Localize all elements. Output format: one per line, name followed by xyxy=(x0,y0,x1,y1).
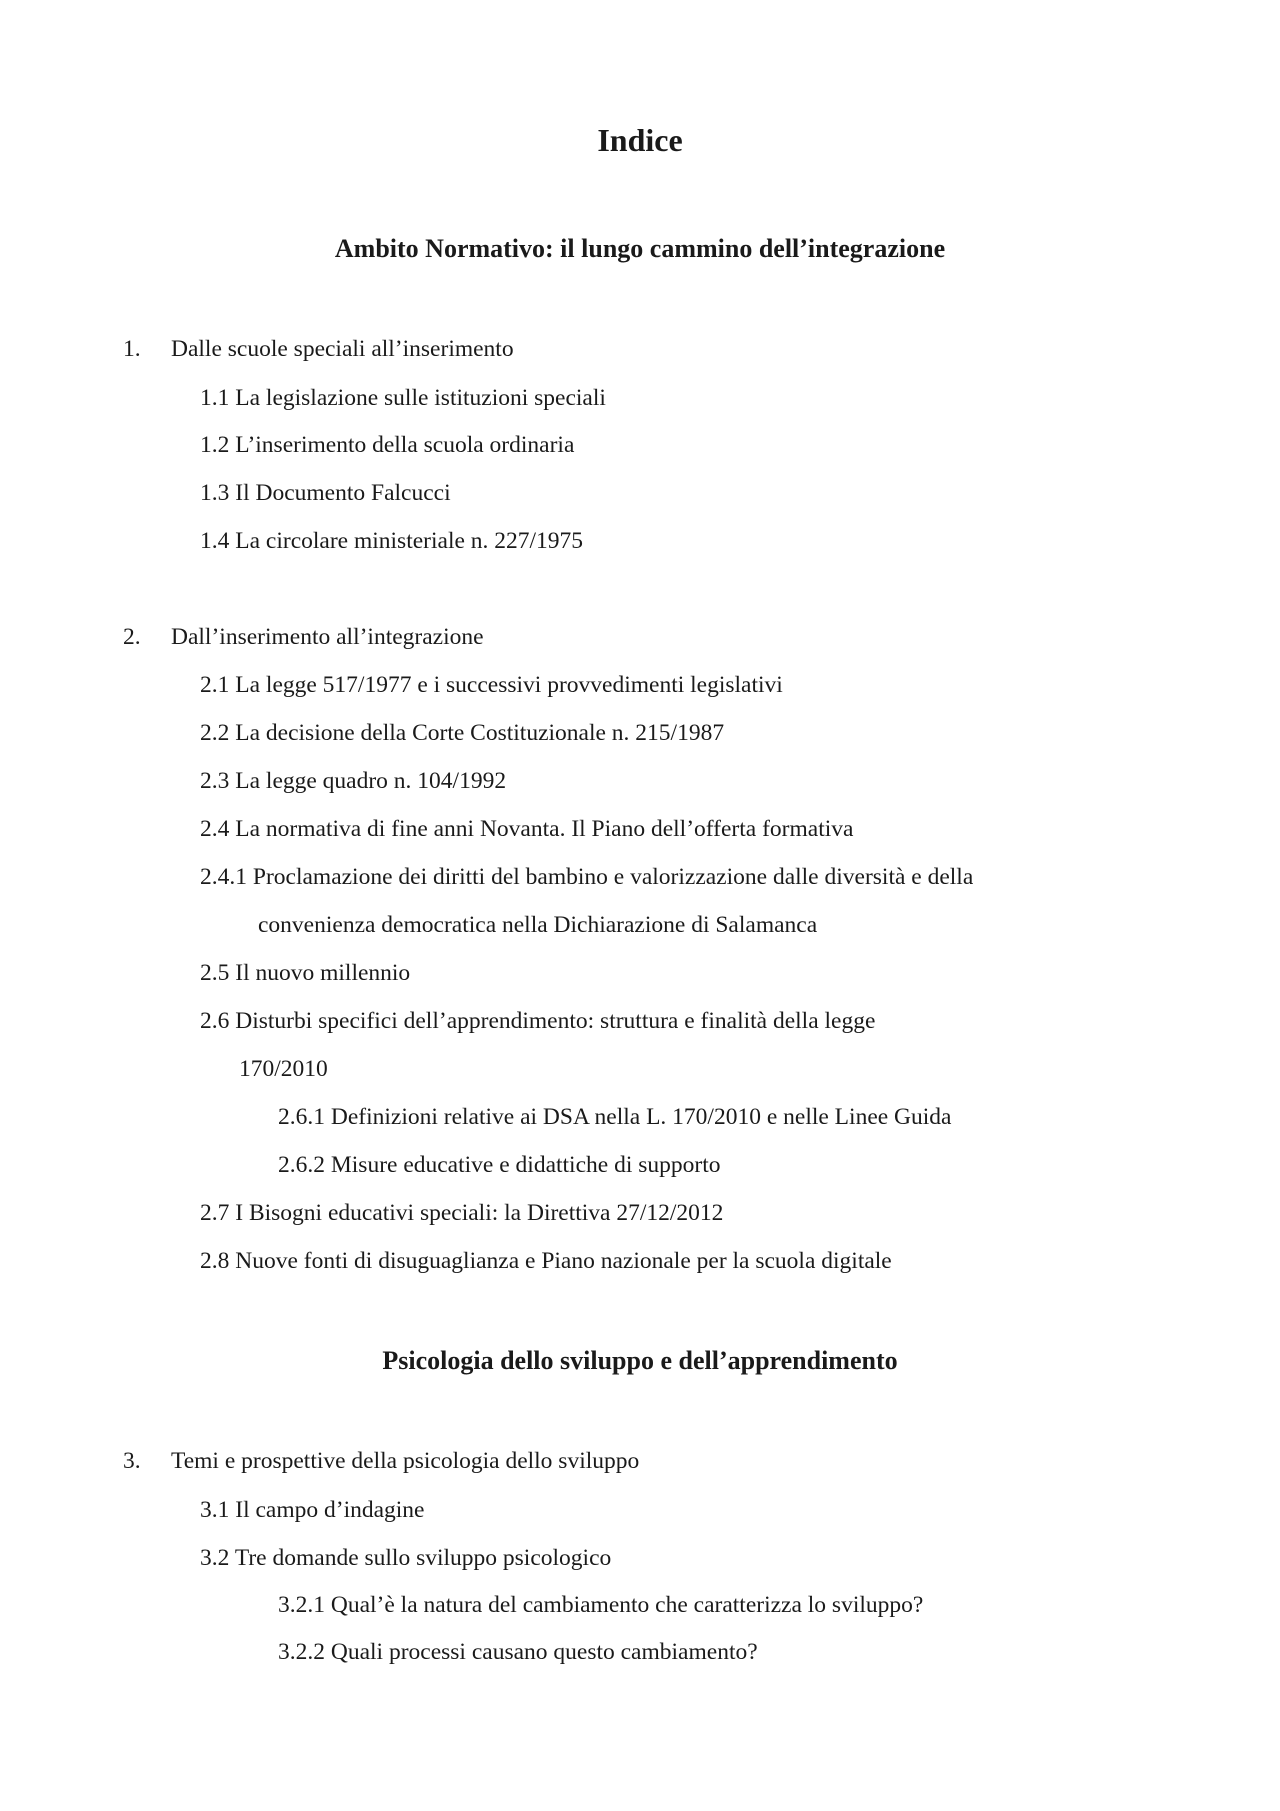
toc-entry: 2.3 La legge quadro n. 104/1992 xyxy=(200,768,507,794)
chapter-title: Dall’inserimento all’integrazione xyxy=(171,624,484,650)
chapter-number: 3. xyxy=(123,1448,141,1474)
section-heading: Psicologia dello sviluppo e dell’apprendimento xyxy=(382,1346,898,1375)
toc-entry: 1.1 La legislazione sulle istituzioni speciali xyxy=(200,385,606,411)
toc-entry: 3.1 Il campo d’indagine xyxy=(200,1497,425,1523)
toc-entry: 2.5 Il nuovo millennio xyxy=(200,960,411,986)
section-heading: Ambito Normativo: il lungo cammino dell’integrazione xyxy=(334,234,946,263)
toc-entry: 1.3 Il Documento Falcucci xyxy=(200,480,451,506)
chapter-number: 2. xyxy=(123,624,141,650)
toc-entry: 2.8 Nuove fonti di disuguaglianza e Piano nazionale per la scuola digitale xyxy=(200,1248,892,1274)
toc-subentry: 2.6.1 Definizioni relative ai DSA nella L. 170/2010 e nelle Linee Guida xyxy=(278,1104,952,1130)
toc-subentry: 3.2.2 Quali processi causano questo cambiamento? xyxy=(278,1639,758,1665)
toc-subentry: 3.2.1 Qual’è la natura del cambiamento che caratterizza lo sviluppo? xyxy=(278,1592,924,1618)
page-title: Indice xyxy=(597,122,683,158)
toc-entry: 2.4.1 Proclamazione dei diritti del bambino e valorizzazione dalle diversità e della xyxy=(200,864,974,890)
toc-entry: 2.4 La normativa di fine anni Novanta. Il Piano dell’offerta formativa xyxy=(200,816,854,842)
toc-entry: 1.2 L’inserimento della scuola ordinaria xyxy=(200,432,575,458)
toc-entry-continuation: 170/2010 xyxy=(239,1056,328,1082)
chapter-number: 1. xyxy=(123,336,141,362)
toc-entry-continuation: convenienza democratica nella Dichiarazione di Salamanca xyxy=(258,912,818,938)
toc-subentry: 2.6.2 Misure educative e didattiche di supporto xyxy=(278,1152,721,1178)
toc-entry: 1.4 La circolare ministeriale n. 227/1975 xyxy=(200,528,584,554)
toc-entry: 2.1 La legge 517/1977 e i successivi provvedimenti legislativi xyxy=(200,672,783,698)
chapter-title: Temi e prospettive della psicologia dello sviluppo xyxy=(171,1448,640,1474)
chapter-title: Dalle scuole speciali all’inserimento xyxy=(171,336,514,362)
toc-entry: 2.6 Disturbi specifici dell’apprendimento: struttura e finalità della legge xyxy=(200,1008,876,1034)
toc-entry: 2.2 La decisione della Corte Costituzionale n. 215/1987 xyxy=(200,720,725,746)
toc-entry: 3.2 Tre domande sullo sviluppo psicologico xyxy=(200,1545,612,1571)
toc-entry: 2.7 I Bisogni educativi speciali: la Direttiva 27/12/2012 xyxy=(200,1200,724,1226)
